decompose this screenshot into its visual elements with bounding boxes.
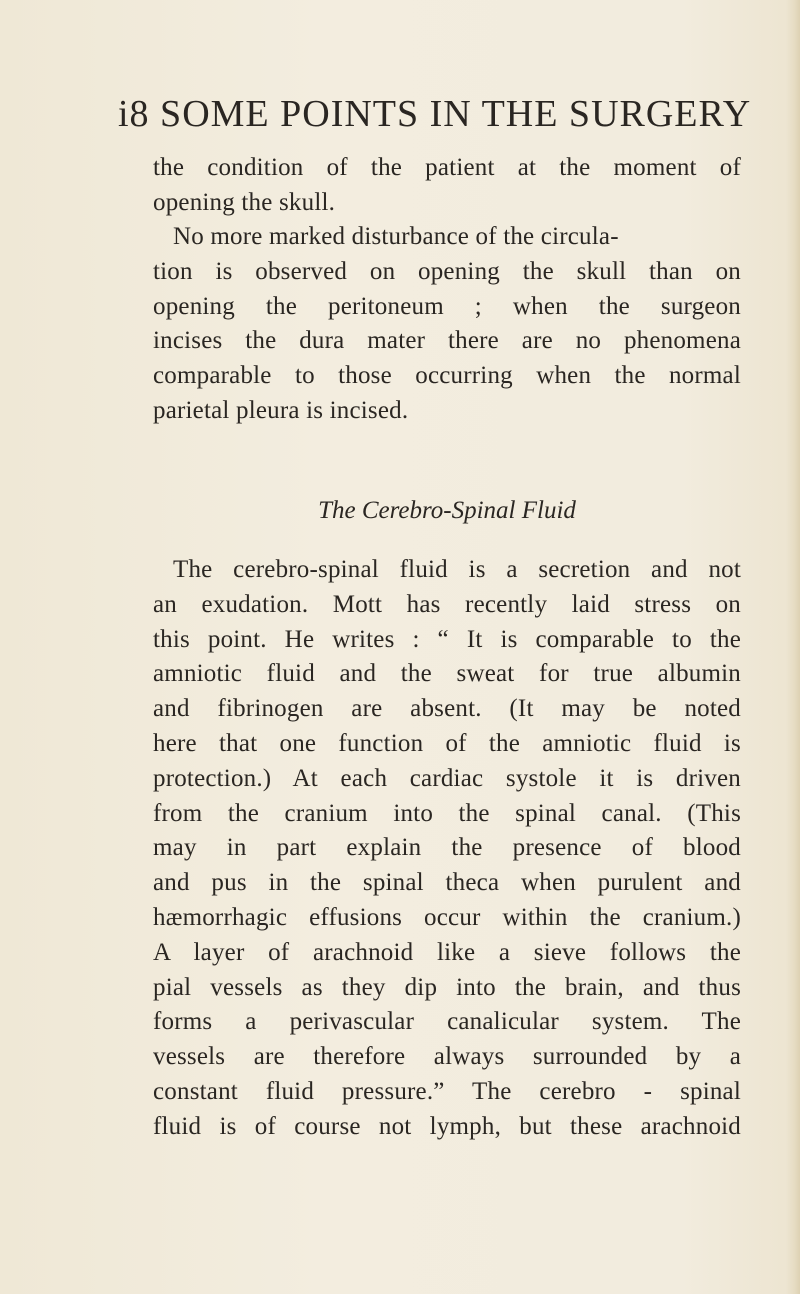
paragraph-3-line-17: fluid is of course not lymph, but these arachnoid bbox=[153, 1112, 741, 1140]
paragraph-3-line-9: may in part explain the presence of blood bbox=[153, 834, 741, 862]
paragraph-3-line-7: protection.) At each cardiac systole it is driven bbox=[153, 764, 741, 792]
section-heading: The Cerebro-Spinal Fluid bbox=[318, 497, 576, 524]
paragraph-3-line-16: constant fluid pressure.” The cerebro - spinal bbox=[153, 1077, 741, 1105]
paragraph-2-line-5: comparable to those occurring when the normal bbox=[153, 362, 741, 390]
paragraph-1 bbox=[153, 151, 741, 221]
paragraph-2-line-3: opening the peritoneum ; when the surgeon bbox=[153, 292, 741, 320]
paragraph-3 bbox=[153, 553, 741, 1145]
running-head: i8 SOME POINTS IN THE SURGERY bbox=[118, 93, 752, 135]
paragraph-3-line-5: and fibrinogen are absent. (It may be noted bbox=[153, 695, 741, 723]
paragraph-3-line-13: pial vessels as they dip into the brain, and thus bbox=[153, 973, 741, 1001]
paragraph-3-line-11: hæmorrhagic effusions occur within the cranium.) bbox=[153, 903, 741, 931]
paragraph-2 bbox=[153, 220, 741, 429]
paragraph-3-line-3: this point. He writes : “ It is comparable to the bbox=[153, 625, 741, 653]
paragraph-3-line-4: amniotic fluid and the sweat for true albumin bbox=[153, 660, 741, 688]
paragraph-3-line-15: vessels are therefore always surrounded by a bbox=[153, 1043, 741, 1071]
paragraph-2-line-2: tion is observed on opening the skull than on bbox=[153, 257, 741, 285]
page-edge-shadow bbox=[786, 0, 800, 1294]
paragraph-3-line-2: an exudation. Mott has recently laid stress on bbox=[153, 590, 741, 618]
paragraph-3-line-14: forms a perivascular canalicular system. The bbox=[153, 1008, 741, 1036]
paragraph-2-line-6: parietal pleura is incised. bbox=[153, 396, 409, 424]
paragraph-1-line-1: the condition of the patient at the moment of bbox=[153, 154, 741, 181]
paragraph-3-line-6: here that one function of the amniotic fluid is bbox=[153, 729, 741, 757]
paragraph-3-line-1: The cerebro-spinal fluid is a secretion and not bbox=[173, 556, 741, 583]
paragraph-3-line-12: A layer of arachnoid like a sieve follows the bbox=[153, 938, 741, 966]
paragraph-2-line-1: No more marked disturbance of the circula- bbox=[173, 223, 619, 250]
paragraph-2-line-4: incises the dura mater there are no phenomena bbox=[153, 327, 741, 355]
paragraph-3-line-10: and pus in the spinal theca when purulent and bbox=[153, 869, 741, 897]
paragraph-3-line-8: from the cranium into the spinal canal. (This bbox=[153, 799, 741, 827]
paragraph-1-line-2: opening the skull. bbox=[153, 188, 336, 216]
